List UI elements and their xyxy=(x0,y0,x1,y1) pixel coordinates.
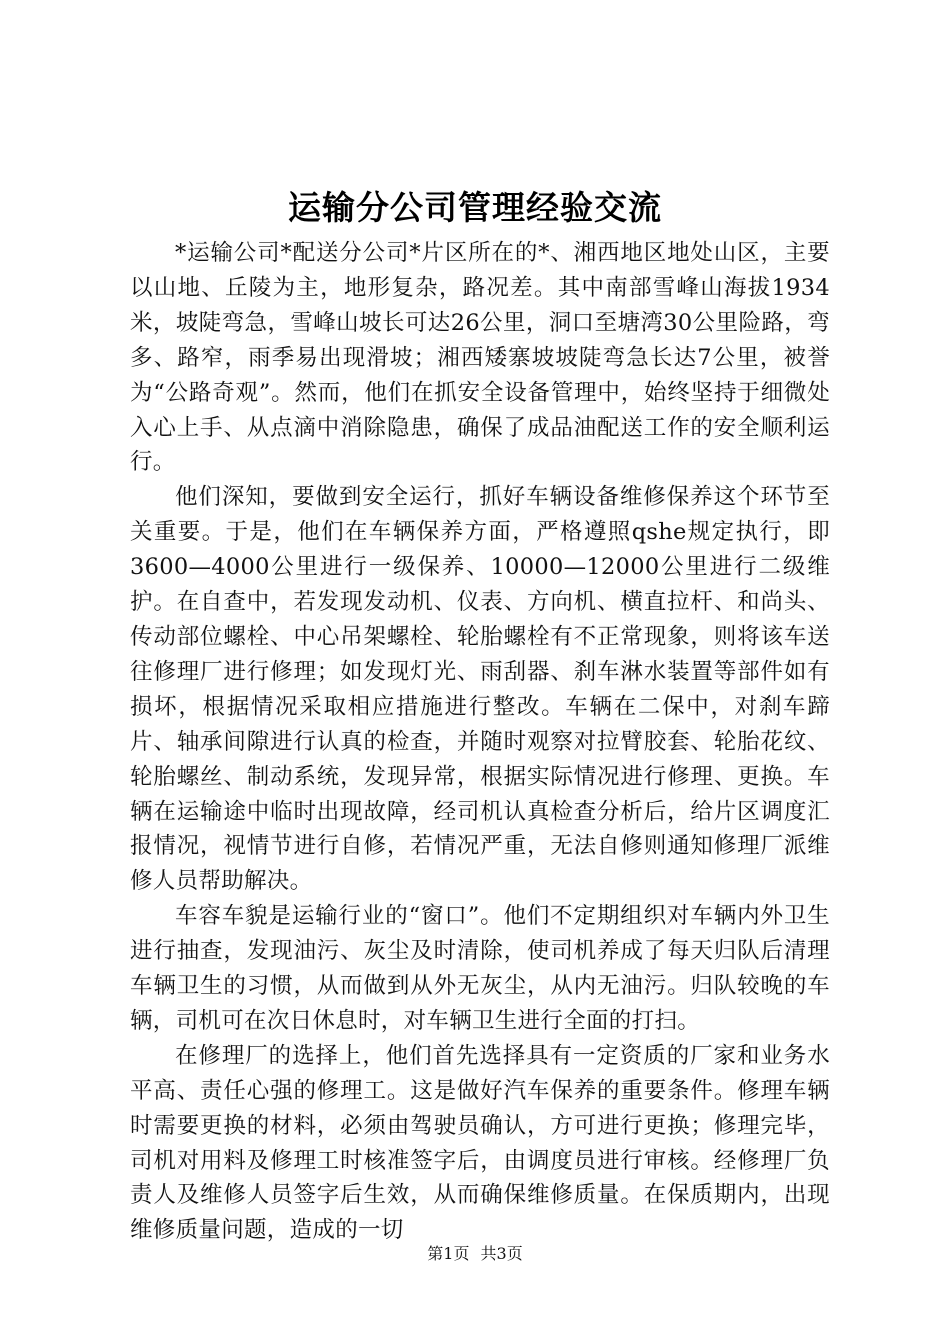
document-title: 运输分公司管理经验交流 xyxy=(288,188,662,227)
page-number: 第1页 xyxy=(427,1244,470,1263)
page-footer xyxy=(0,1243,950,1265)
paragraph: *运输公司*配送分公司*片区所在的*、湘西地区地处山区，主要以山地、丘陵为主，地形复杂，路况差。其中南部雪峰山海拔1934米，坡陡弯急，雪峰山坡长可达26公里，洞口至塘湾30公里险路，弯多、路窄，雨季易出现滑坡；湘西矮寨坡坡陡弯急长达7公里，被誉为“公路奇观”。然而，他们在抓安全设备管理中，始终坚持于细微处入心上手、从点滴中消除隐患，确保了成品油配送工作的安全顺利运行。 xyxy=(130,240,830,476)
paragraph: 在修理厂的选择上，他们首先选择具有一定资质的厂家和业务水平高、责任心强的修理工。这是做好汽车保养的重要条件。修理车辆时需要更换的材料，必须由驾驶员确认，方可进行更换；修理完毕，司机对用料及修理工时核准签字后，由调度员进行审核。经修理厂负责人及维修人员签字后生效，从而确保维修质量。在保质期内，出现维修质量问题，造成的一切 xyxy=(130,1042,830,1244)
page-total: 共3页 xyxy=(480,1244,523,1263)
document-body xyxy=(130,236,830,1248)
paragraph: 车容车貌是运输行业的“窗口”。他们不定期组织对车辆内外卫生进行抽查，发现油污、灰尘及时清除，使司机养成了每天归队后清理车辆卫生的习惯，从而做到从外无灰尘，从内无油污。归队较晚的车辆，司机可在次日休息时，对车辆卫生进行全面的打扫。 xyxy=(130,903,830,1034)
paragraph: 他们深知，要做到安全运行，抓好车辆设备维修保养这个环节至关重要。于是，他们在车辆保养方面，严格遵照qshe规定执行，即3600—4000公里进行一级保养、10000—12000公里进行二级维护。在自查中，若发现发动机、仪表、方向机、横直拉杆、和尚头、传动部位螺栓、中心吊架螺栓、轮胎螺栓有不正常现象，则将该车送往修理厂进行修理；如发现灯光、雨刮器、刹车淋水装置等部件如有损坏，根据情况采取相应措施进行整改。车辆在二保中，对刹车蹄片、轴承间隙进行认真的检查，并随时观察对拉臂胶套、轮胎花纹、轮胎螺丝、制动系统，发现异常，根据实际情况进行修理、更换。车辆在运输途中临时出现故障，经司机认真检查分析后，给片区调度汇报情况，视情节进行自修，若情况严重，无法自修则通知修理厂派维修人员帮助解决。 xyxy=(130,484,830,895)
